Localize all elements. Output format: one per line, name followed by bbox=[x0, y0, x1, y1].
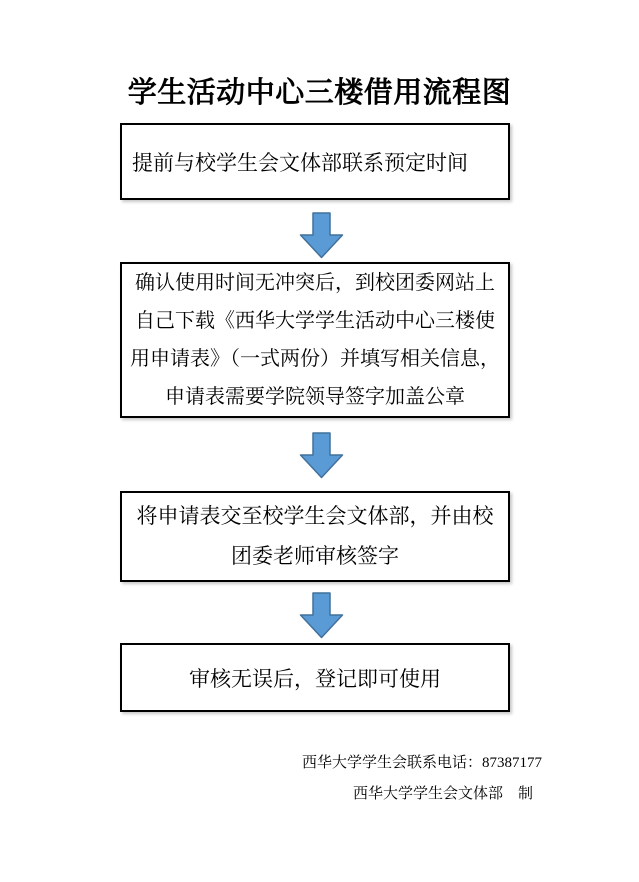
down-arrow-shape bbox=[301, 433, 343, 478]
footer-credit: 西华大学学生会文体部 制 bbox=[352, 786, 533, 802]
page-title: 学生活动中心三楼借用流程图 bbox=[127, 77, 512, 109]
footer-contact-phone: 西华大学学生会联系电话：87387177 bbox=[301, 755, 542, 771]
down-arrow-icon bbox=[299, 212, 344, 259]
flow-step-2-text-line-3: 用申请表》（一式两份）并填写相关信息， bbox=[130, 348, 500, 370]
flow-step-2-box bbox=[120, 262, 510, 418]
down-arrow-shape bbox=[301, 593, 343, 638]
flow-step-3-box bbox=[120, 491, 510, 582]
flow-step-3-text-line-2: 团委老师审核签字 bbox=[231, 544, 399, 568]
flow-step-2-text-line-1: 确认使用时间无冲突后，到校团委网站上 bbox=[135, 272, 495, 294]
flow-step-4-box bbox=[120, 643, 510, 712]
flow-step-1-box bbox=[120, 123, 510, 200]
flow-step-3-text-line-1: 将申请表交至校学生会文体部，并由校 bbox=[136, 504, 494, 528]
flow-step-4-text: 审核无误后，登记即可使用 bbox=[189, 667, 441, 691]
flow-step-2-text-line-2: 自己下载《西华大学学生活动中心三楼使 bbox=[135, 310, 495, 332]
down-arrow-icon bbox=[299, 592, 344, 639]
flow-step-1-text: 提前与校学生会文体部联系预定时间 bbox=[132, 151, 468, 175]
down-arrow-icon bbox=[299, 432, 344, 479]
down-arrow-shape bbox=[301, 213, 343, 258]
flow-step-2-text-line-4: 申请表需要学院领导签字加盖公章 bbox=[165, 386, 465, 408]
